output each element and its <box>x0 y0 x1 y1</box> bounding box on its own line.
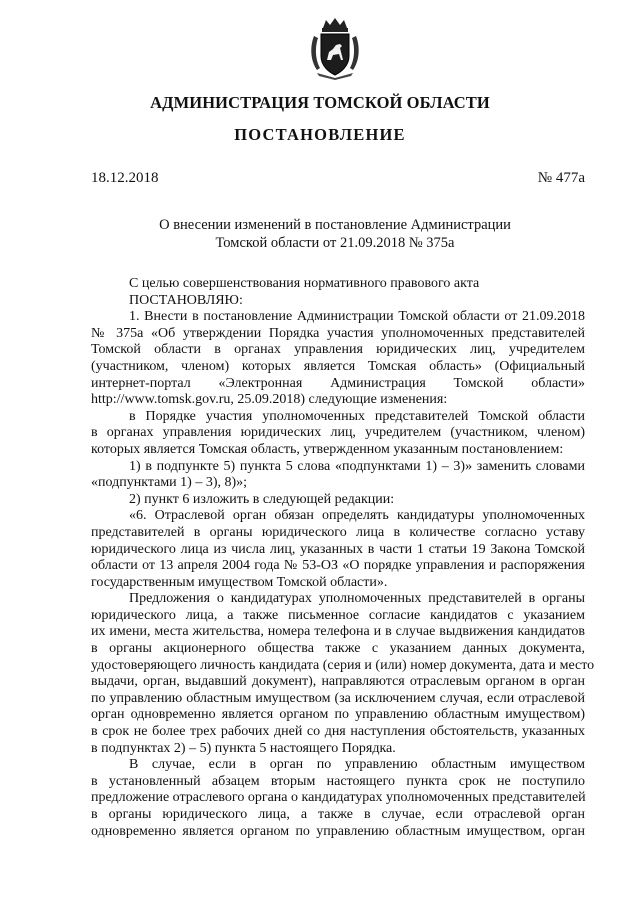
text-line: интернет-портал «Электронная Администрация Томской области» <box>91 375 585 391</box>
text-line: выдачи, орган, выдавший документ), направляются отраслевым органом в орган <box>91 674 585 690</box>
text-line: в установленный абзацем вторым настоящего пункта срок не поступило <box>91 773 585 789</box>
text-line: области от 13 апреля 2004 года № 53-ОЗ «О порядке управления и распоряжения <box>91 558 585 574</box>
text-line: «6. Отраслевой орган обязан определять кандидатуры уполномоченных <box>129 508 585 524</box>
text-line: государственным имуществом Томской области». <box>91 574 388 590</box>
text-line: в органы акционерного общества также с указанием данных документа, <box>91 641 585 657</box>
paragraph-item-1 <box>91 309 585 409</box>
text-line: В случае, если в орган по управлению областным имуществом <box>129 757 585 773</box>
paragraph-order <box>91 409 585 459</box>
text-line: предложение отраслевого органа о кандидатурах уполномоченных представителей <box>91 790 586 806</box>
text-line: «подпунктами 1) – 3), 8)»; <box>91 475 248 491</box>
text-line: которых является Томская область, утвержденном указанным постановлением: <box>91 441 564 457</box>
document-type: ПОСТАНОВЛЕНИЕ <box>234 125 406 144</box>
subject-line: О внесении изменений в постановление Администрации <box>159 217 511 233</box>
text-line: 1. Внести в постановление Администрации Томской области от 21.09.2018 <box>129 309 585 325</box>
text-line: орган одновременно является органом по управлению областным имуществом) <box>91 707 585 723</box>
text-line: в органы юридического лица, а также в случае, если отраслевой орган <box>91 807 585 822</box>
text-line: С целью совершенствования нормативного правового акта <box>129 276 480 291</box>
subject-line: Томской области от 21.09.2018 № 375а <box>215 235 455 251</box>
text-line: в органах управления юридических лиц, учредителем (участником, членом) <box>91 425 585 441</box>
text-line: 1) в подпункте 5) пункта 5 слова «подпунктами 1) – 3)» заменить словами <box>129 458 585 474</box>
text-line: в Порядке участия уполномоченных представителей Томской области <box>129 408 585 424</box>
text-line: (участником, членом) которых является Томская область» (Официальный <box>91 358 585 374</box>
text-line: в срок не более трех рабочих дней со дня наступления обстоятельств, указанных <box>91 724 585 740</box>
text-line: по управлению областным имуществом (за исключением случая, если отраслевой <box>91 690 585 706</box>
paragraph-clause-6 <box>91 508 585 591</box>
organization-name: АДМИНИСТРАЦИЯ ТОМСКОЙ ОБЛАСТИ <box>150 93 490 112</box>
paragraph-purpose <box>91 276 585 293</box>
paragraph-proposals <box>91 591 595 757</box>
text-line: юридического лица из числа лиц, указанных в части 1 статьи 19 Закона Томской <box>91 541 585 557</box>
paragraph-subitem-1 <box>91 459 585 492</box>
text-line: http://www.tomsk.gov.ru, 25.09.2018) следующие изменения: <box>91 392 448 408</box>
coat-of-arms-icon <box>309 18 361 80</box>
text-line: одновременно является органом по управлению областным имуществом, орган <box>91 823 585 839</box>
text-line: в подпунктах 2) – 5) пункта 5 настоящего Порядка. <box>91 740 396 756</box>
paragraph-subitem-2 <box>91 492 585 509</box>
text-line: юридического лица, а также письменное согласие кандидатов с указанием <box>91 607 585 623</box>
text-line: ПОСТАНОВЛЯЮ: <box>129 292 243 308</box>
paragraph-case <box>91 757 585 840</box>
paragraph-decree <box>91 293 585 310</box>
text-line: Томской области в органах управления юридических лиц, учредителем <box>91 342 585 358</box>
document-body <box>91 276 595 840</box>
text-line: 2) пункт 6 изложить в следующей редакции: <box>129 491 395 507</box>
text-line: их имени, места жительства, номера телефона и в случае выдвижения кандидатов <box>91 624 585 640</box>
document-subject <box>120 216 550 252</box>
document-date: 18.12.2018 <box>91 170 159 186</box>
document-number: № 477а <box>537 170 585 186</box>
text-line: № 375а «Об утверждении Порядка участия уполномоченных представителей <box>91 325 585 341</box>
text-line: представителей в органы юридического лица в количестве согласно уставу <box>91 524 585 540</box>
text-line: удостоверяющего личность кандидата (серия и (или) номер документа, дата и место <box>91 657 595 673</box>
text-line: Предложения о кандидатурах уполномоченных представителей в органы <box>129 591 585 607</box>
